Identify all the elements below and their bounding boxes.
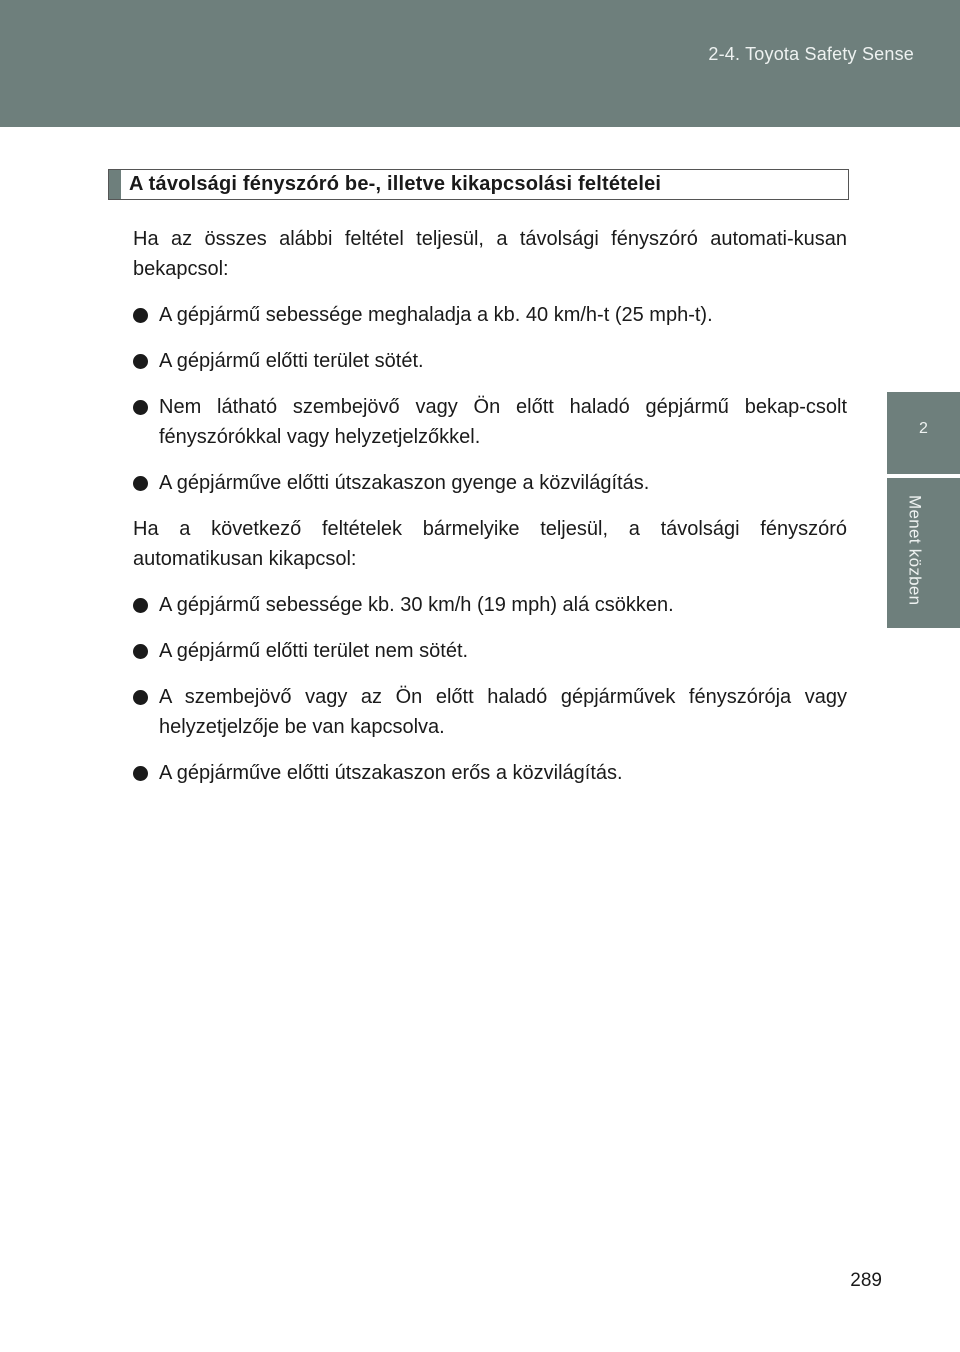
header-section-title: 2-4. Toyota Safety Sense (708, 44, 914, 64)
list-item: A gépjármű előtti terület sötét. (133, 346, 847, 376)
list-item: A gépjármű előtti terület nem sötét. (133, 636, 847, 666)
section-heading-text: A távolsági fényszóró be-, illetve kikapcsolási feltételei (129, 173, 662, 195)
section-heading-accent (109, 170, 121, 199)
side-tab-gap (887, 474, 960, 478)
bullet-icon (133, 598, 148, 613)
bullet-icon (133, 354, 148, 369)
side-bottom-blank (887, 628, 960, 1352)
list-item: Nem látható szembejövő vagy Ön előtt haladó gépjármű bekap-csolt fényszórókkal vagy helyzetjelzőkkel. (133, 392, 847, 452)
section-heading (108, 169, 849, 200)
bullet-icon (133, 644, 148, 659)
list-item: A gépjármű sebessége meghaladja a kb. 40 km/h-t (25 mph-t). (133, 300, 847, 330)
list-item: A gépjárműve előtti útszakaszon erős a közvilágítás. (133, 758, 847, 788)
list-item: A gépjármű sebessége kb. 30 km/h (19 mph) alá csökken. (133, 590, 847, 620)
bullet-icon (133, 766, 148, 781)
off-conditions-intro: Ha a következő feltételek bármelyike teljesül, a távolsági fényszóró automatikusan kikapcsol: (133, 518, 847, 570)
content (133, 224, 847, 804)
side-separator (887, 127, 960, 392)
page-number: 289 (850, 1270, 882, 1291)
list-item: A szembejövő vagy az Ön előtt haladó gépjárművek fényszórója vagy helyzetjelzője be van kapcsolva. (133, 682, 847, 742)
bullet-icon (133, 400, 148, 415)
chapter-tab-label: Menet közben (905, 495, 924, 606)
on-conditions-intro: Ha az összes alábbi feltétel teljesül, a távolsági fényszóró automati-kusan bekapcsol: (133, 228, 847, 280)
bullet-icon (133, 476, 148, 491)
chapter-tab-number: 2 (919, 420, 928, 437)
bullet-icon (133, 690, 148, 705)
list-item: A gépjárműve előtti útszakaszon gyenge a közvilágítás. (133, 468, 847, 498)
bullet-icon (133, 308, 148, 323)
